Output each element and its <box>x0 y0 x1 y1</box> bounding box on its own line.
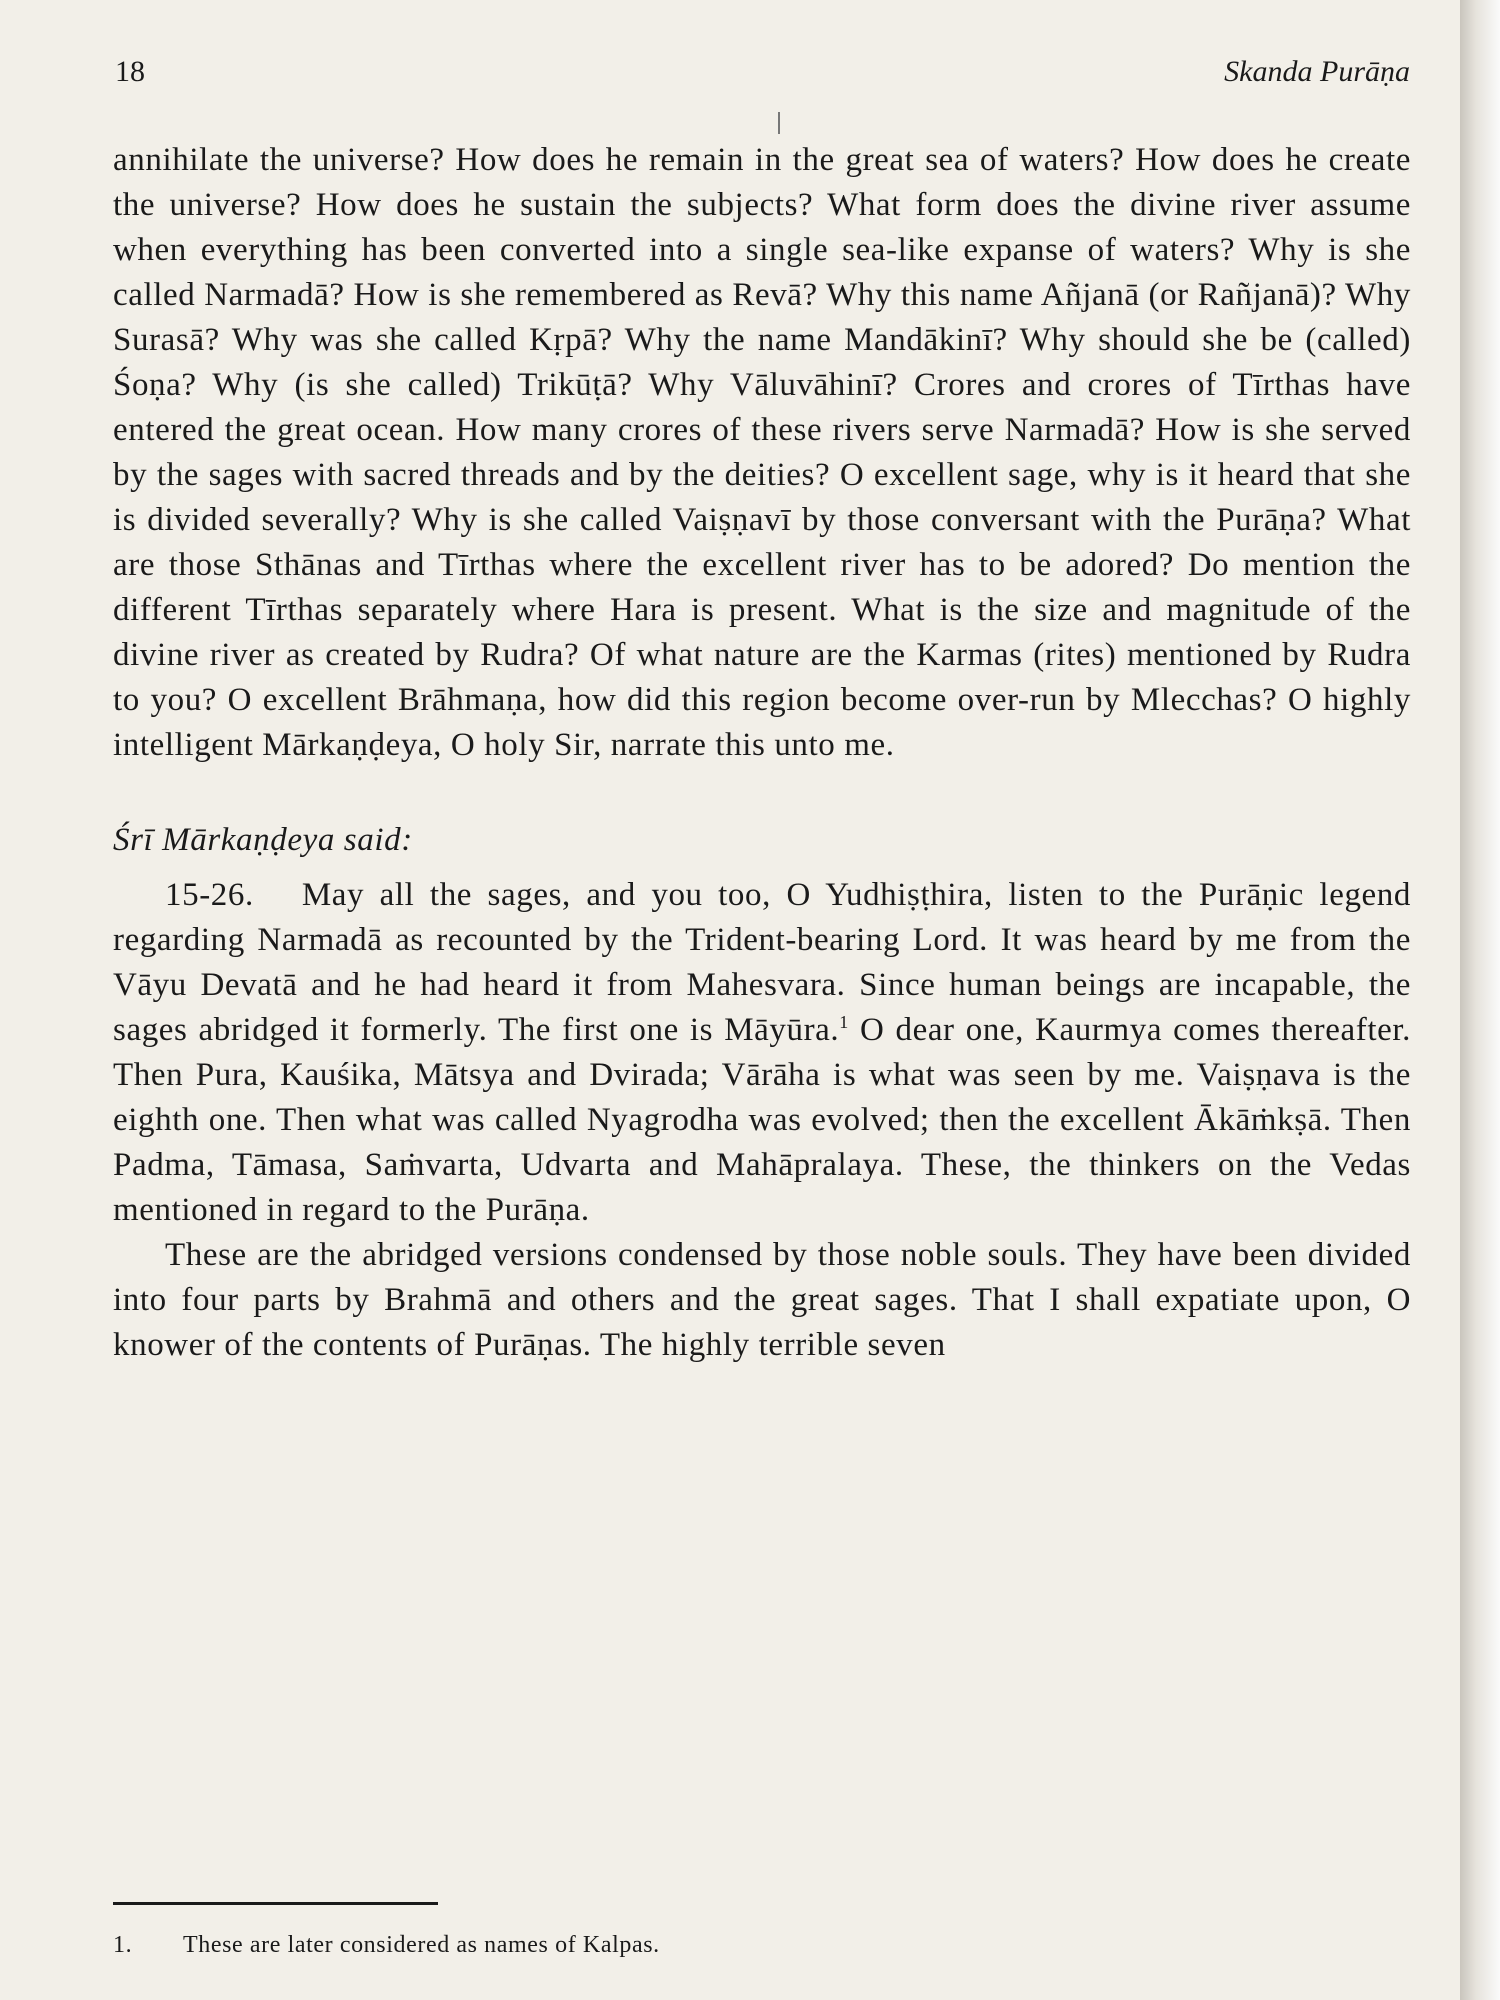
footnote-marker: 1 <box>839 1012 849 1032</box>
page-number: 18 <box>115 55 145 88</box>
speaker-heading: Śrī Mārkaṇḍeya said: <box>113 822 413 858</box>
book-title: Skanda Purāṇa <box>1224 55 1410 88</box>
verse-text: May all the sages, and you too, O Yudhiṣṭhira, listen to the Purāṇic legend regarding Narmadā as recounted by the Trident-bearing Lord. It was heard by me from the Vāyu Devatā and he had heard it from Mahesvara. Since human beings are incapable, the sages abridged it formerly. The first one is Māyūra. <box>113 877 1411 1048</box>
verse-text-continued: O dear one, Kaurmya comes thereafter. Then Pura, Kauśika, Mātsya and Dvirada; Vārāha is what was seen by me. Vaiṣṇava is the eighth one. Then what was called Nyagrodha was evolved; then the excellent Ākāṁkṣā. Then Padma, Tāmasa, Saṁvarta, Udvarta and Mahāpralaya. These, the thinkers on the Vedas mentioned in regard to the Purāṇa. <box>113 1012 1411 1228</box>
print-speck <box>778 112 780 134</box>
paragraph-verse <box>113 873 1411 1233</box>
footnote-number: 1. <box>113 1932 133 1958</box>
paragraph-question: annihilate the universe? How does he remain in the great sea of waters? How does he create the universe? How does he sustain the subjects? What form does the divine river assume when everything has been converted into a single sea-like expanse of waters? Why is she called Narmadā? How is she remembered as Revā? Why this name Añjanā (or Rañjanā)? Why Surasā? Why was she called Kṛpā? Why the name Mandākinī? Why should she be (called) Śoṇa? Why (is she called) Trikūṭā? Why Vāluvāhinī? Crores and crores of Tīrthas have entered the great ocean. How many crores of these rivers serve Narmadā? How is she served by the sages with sacred threads and by the deities? O excellent sage, why is it heard that she is divided severally? Why is she called Vaiṣṇavī by those conversant with the Purāṇa? What are those Sthānas and Tīrthas where the excellent river has to be adored? Do mention the different Tīrthas separately where Hara is present. What is the size and magnitude of the divine river as created by Rudra? Of what nature are the Karmas (rites) mentioned by Rudra to you? O excellent Brāhmaṇa, how did this region become over-run by Mlecchas? O highly intelligent Mārkaṇḍeya, O holy Sir, narrate this unto me. <box>113 142 1411 763</box>
footnote <box>113 1932 660 1959</box>
paragraph-continuation: These are the abridged versions condensed by those noble souls. They have been divided into four parts by Brahmā and others and the great sages. That I shall expatiate upon, O knower of the contents of Purāṇas. The highly terrible seven <box>113 1237 1411 1363</box>
book-spine-shadow <box>1460 0 1500 2000</box>
footnote-rule <box>113 1902 438 1905</box>
body-text <box>113 138 1411 1368</box>
footnote-text: These are later considered as names of Kalpas. <box>183 1932 660 1958</box>
running-head <box>115 55 1410 95</box>
verse-number: 15-26. <box>165 877 254 913</box>
